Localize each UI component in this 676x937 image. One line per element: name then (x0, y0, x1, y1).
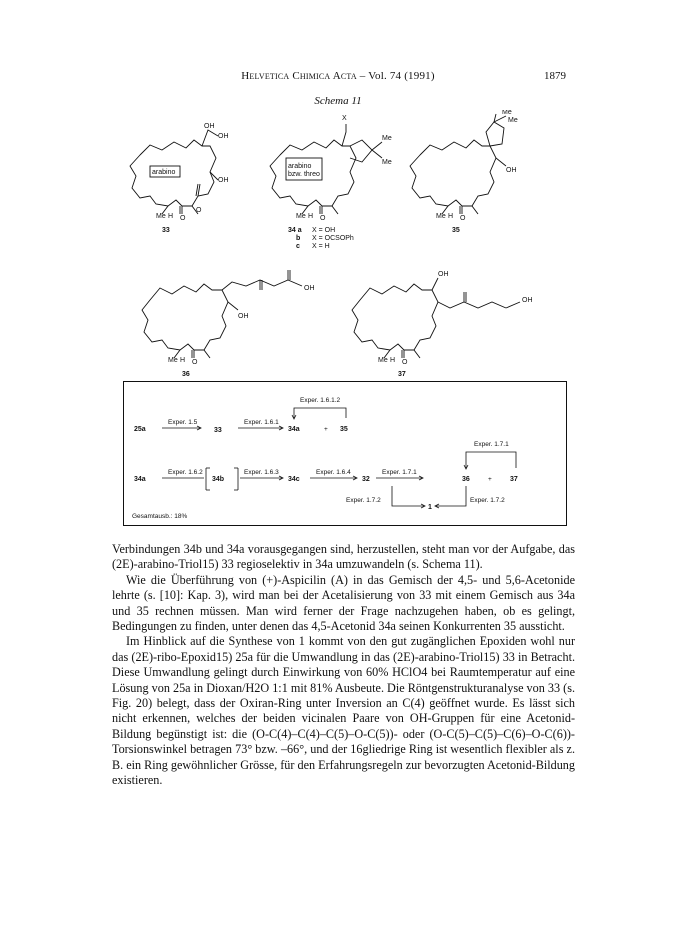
s34-x-a: X = OH (312, 227, 336, 234)
s33-o2: O (196, 207, 202, 214)
label-34a: 34 a (288, 227, 302, 234)
s35-o: O (460, 215, 466, 222)
structure-35-ring (410, 114, 506, 214)
scheme-r2-32: 32 (362, 476, 370, 483)
schema-title: Schema 11 (314, 95, 362, 107)
scheme-r2-above: Exper. 1.7.1 (474, 441, 509, 448)
journal-citation (0, 70, 676, 82)
s37-oh2: OH (522, 297, 533, 304)
s33-oh-low: OH (218, 177, 229, 184)
scheme-r2-34b: 34b (212, 476, 225, 483)
scheme-r3-right: Exper. 1.7.2 (470, 497, 505, 504)
s37-oh1: OH (438, 271, 449, 278)
scheme-r2-step1: Exper. 1.6.2 (168, 469, 203, 476)
s34-x-c: X = H (312, 243, 330, 250)
label-37: 37 (398, 371, 406, 378)
s34-o: O (320, 215, 326, 222)
s34-me3: Me (296, 213, 306, 220)
s37-o: O (402, 359, 408, 366)
paragraph-1: Verbindungen 34b und 34a vorausgegangen sind, herzustellen, steht man vor der Aufgabe, das (2E)-arabino-Triol15) 33 regioselektiv in 34a umzuwandeln (s. Schema 11). (112, 542, 575, 572)
header-separator: – (359, 70, 366, 82)
s35-me3: Me (436, 213, 446, 220)
paragraph-2: Wie die Überführung von (+)-Aspicilin (A) in das Gemisch der 4,5- und 5,6-Acetonide lehrte (s. [10]: Kap. 3), wird man bei der Acetalisierung von 33 mit einem Gemisch aus 34a und 35 rechnen müssen. Man wird ferner der Frage nachzugehen haben, ob es gelingt, Bedingungen zu finden, unter denen das 4,5-Acetonid 34a seinen Konkurrenten 35 aussticht. (112, 572, 575, 634)
scheme-r2-36: 36 (462, 476, 470, 483)
scheme-r2-37: 37 (510, 476, 518, 483)
s34-h: H (308, 213, 314, 220)
s34-me2: Me (382, 159, 392, 166)
s36-o: O (192, 359, 198, 366)
s33-oh-right: OH (218, 133, 229, 140)
s33-h: H (168, 213, 174, 220)
s34-x-b: X = OCSOPh (312, 235, 354, 242)
journal-name: Helvetica Chimica Acta (241, 70, 357, 82)
s36-me: Me (168, 357, 178, 364)
scheme-r2-34c: 34c (288, 476, 300, 483)
s35-me1: Me (502, 110, 512, 116)
label-33: 33 (162, 227, 170, 234)
s35-oh: OH (506, 167, 517, 174)
page-number: 1879 (544, 70, 566, 82)
scheme-r1-plus: + (324, 426, 328, 433)
scheme-r1-33: 33 (214, 427, 222, 434)
s35-h: H (448, 213, 454, 220)
s35-me2: Me (508, 117, 518, 124)
s33-me: Me (156, 213, 166, 220)
s37-h: H (390, 357, 396, 364)
s37-me: Me (378, 357, 388, 364)
scheme-r2-34a: 34a (134, 476, 146, 483)
label-35: 35 (452, 227, 460, 234)
scheme-r2-step2: Exper. 1.6.3 (244, 469, 279, 476)
reaction-scheme-box (123, 381, 567, 526)
scheme-r1-34a: 34a (288, 426, 300, 433)
reaction-scheme-svg (124, 382, 566, 525)
scheme-r2-step3: Exper. 1.6.4 (316, 469, 351, 476)
s33-oh-top: OH (204, 123, 215, 130)
s33-box-label: arabino (152, 169, 176, 176)
scheme-r1-step2: Exper. 1.6.1 (244, 419, 279, 426)
scheme-r3-left: Exper. 1.7.2 (346, 497, 381, 504)
s36-oh2: OH (238, 313, 249, 320)
structure-34-ring (270, 124, 382, 214)
structures-svg (110, 110, 570, 380)
s34-box-arabino: arabino (288, 163, 312, 170)
s34-box-threo: bzw. threo (288, 171, 320, 178)
s33-o: O (180, 215, 186, 222)
scheme-r1-25a: 25a (134, 426, 146, 433)
structures-figure (110, 110, 570, 380)
scheme-r2-step4: Exper. 1.7.1 (382, 469, 417, 476)
scheme-r3-product: 1 (428, 504, 432, 511)
label-36: 36 (182, 371, 190, 378)
s36-oh1: OH (304, 285, 315, 292)
s34-x: X (342, 115, 347, 122)
scheme-yield: Gesamtausb.: 18% (132, 513, 188, 520)
scheme-r1-step1: Exper. 1.5 (168, 419, 198, 426)
body-text (112, 542, 575, 789)
paragraph-3: Im Hinblick auf die Synthese von 1 kommt von den gut zugänglichen Epoxiden wohl nur das (2E)-ribo-Epoxid15) 25a für die Umwandlung in das (2E)-arabino-Triol15) 33 in Betracht. Diese Umwandlung gelingt durch Einwirkung von 60% HClO4 bei Raumtemperatur auf eine Lösung von 25a in Dioxan/H2O 1:1 mit 81% Ausbeute. Die Röntgenstrukturanalyse von 33 (s. Fig. 20) belegt, dass der Oxiran-Ring unter Inversion an C(4) geöffnet wurde. Es lässt sich nicht erkennen, welches der beiden vicinalen Paare von OH-Gruppen für eine Acetonid-Bildung begünstigt ist: die (O-C(4)–C(4)–C(5)–O-C(5))- oder (O-C(5)–C(5)–C(6)–O-C(6))-Torsionswinkel betragen 73° bzw. –66°, und der 16gliedrige Ring ist wesentlich flexibler als z. B. ein Ring gewöhnlicher Grösse, für den Erfahrungsregeln zur bevorzugten Acetonid-Bildung existieren. (112, 634, 575, 788)
s36-h: H (180, 357, 186, 364)
scheme-r1-above: Exper. 1.6.1.2 (300, 397, 341, 404)
s34-me1: Me (382, 135, 392, 142)
structure-36-ring (142, 270, 302, 358)
label-34b: b (296, 235, 301, 242)
journal-volume: Vol. 74 (1991) (368, 70, 435, 82)
label-34c: c (296, 243, 300, 250)
running-header (0, 70, 676, 86)
scheme-r2-plus: + (488, 476, 492, 483)
structure-37-ring (352, 278, 520, 358)
scheme-r1-35: 35 (340, 426, 348, 433)
